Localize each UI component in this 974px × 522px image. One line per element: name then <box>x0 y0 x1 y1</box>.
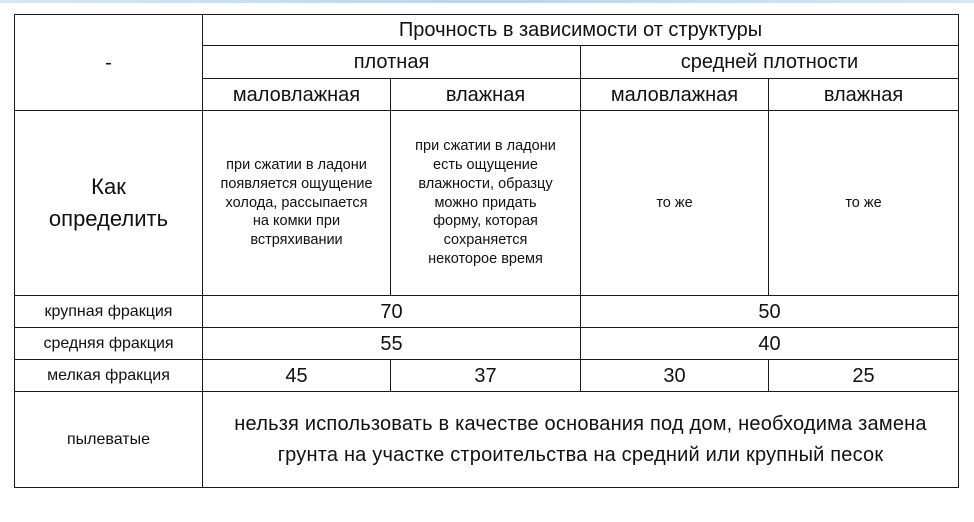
how-to-determine-row <box>15 111 959 296</box>
row-label-coarse: крупная фракция <box>15 296 203 328</box>
value-medium-medium: 40 <box>581 328 959 360</box>
how-cell-medium-low-moisture: то же <box>581 111 769 296</box>
how-label: Как определить <box>15 111 203 296</box>
corner-cell: - <box>15 15 203 111</box>
table-row <box>15 360 959 392</box>
group-dense: плотная <box>203 46 581 79</box>
row-label-fine: мелкая фракция <box>15 360 203 392</box>
table-row <box>15 392 959 488</box>
top-accent-line <box>0 0 974 3</box>
how-cell-dense-low-moisture: при сжатии в ладони появляется ощущение холода, рассыпается на комки при встряхивании <box>203 111 391 296</box>
how-cell-medium-moist: то же <box>769 111 959 296</box>
subheader-dense-low-moisture: маловлажная <box>203 79 391 111</box>
value-medium-dense: 55 <box>203 328 581 360</box>
value-fine-1: 45 <box>203 360 391 392</box>
subheader-dense-moist: влажная <box>391 79 581 111</box>
subheader-medium-low-moisture: маловлажная <box>581 79 769 111</box>
dusty-note: нельзя использовать в качестве основания под дом, необходима замена грунта на участке строительства на средний или крупный песок <box>203 392 959 488</box>
value-fine-2: 37 <box>391 360 581 392</box>
group-medium-density: средней плотности <box>581 46 959 79</box>
row-label-medium: средняя фракция <box>15 328 203 360</box>
header-row-title <box>15 15 959 46</box>
subheader-medium-moist: влажная <box>769 79 959 111</box>
value-coarse-dense: 70 <box>203 296 581 328</box>
how-cell-dense-moist: при сжатии в ладони есть ощущение влажности, образцу можно придать форму, которая сохраняется некоторое время <box>391 111 581 296</box>
value-fine-3: 30 <box>581 360 769 392</box>
soil-strength-table <box>14 14 959 488</box>
table-row <box>15 328 959 360</box>
table-row <box>15 296 959 328</box>
value-fine-4: 25 <box>769 360 959 392</box>
row-label-dusty: пылеватые <box>15 392 203 488</box>
table-title: Прочность в зависимости от структуры <box>203 15 959 46</box>
value-coarse-medium: 50 <box>581 296 959 328</box>
